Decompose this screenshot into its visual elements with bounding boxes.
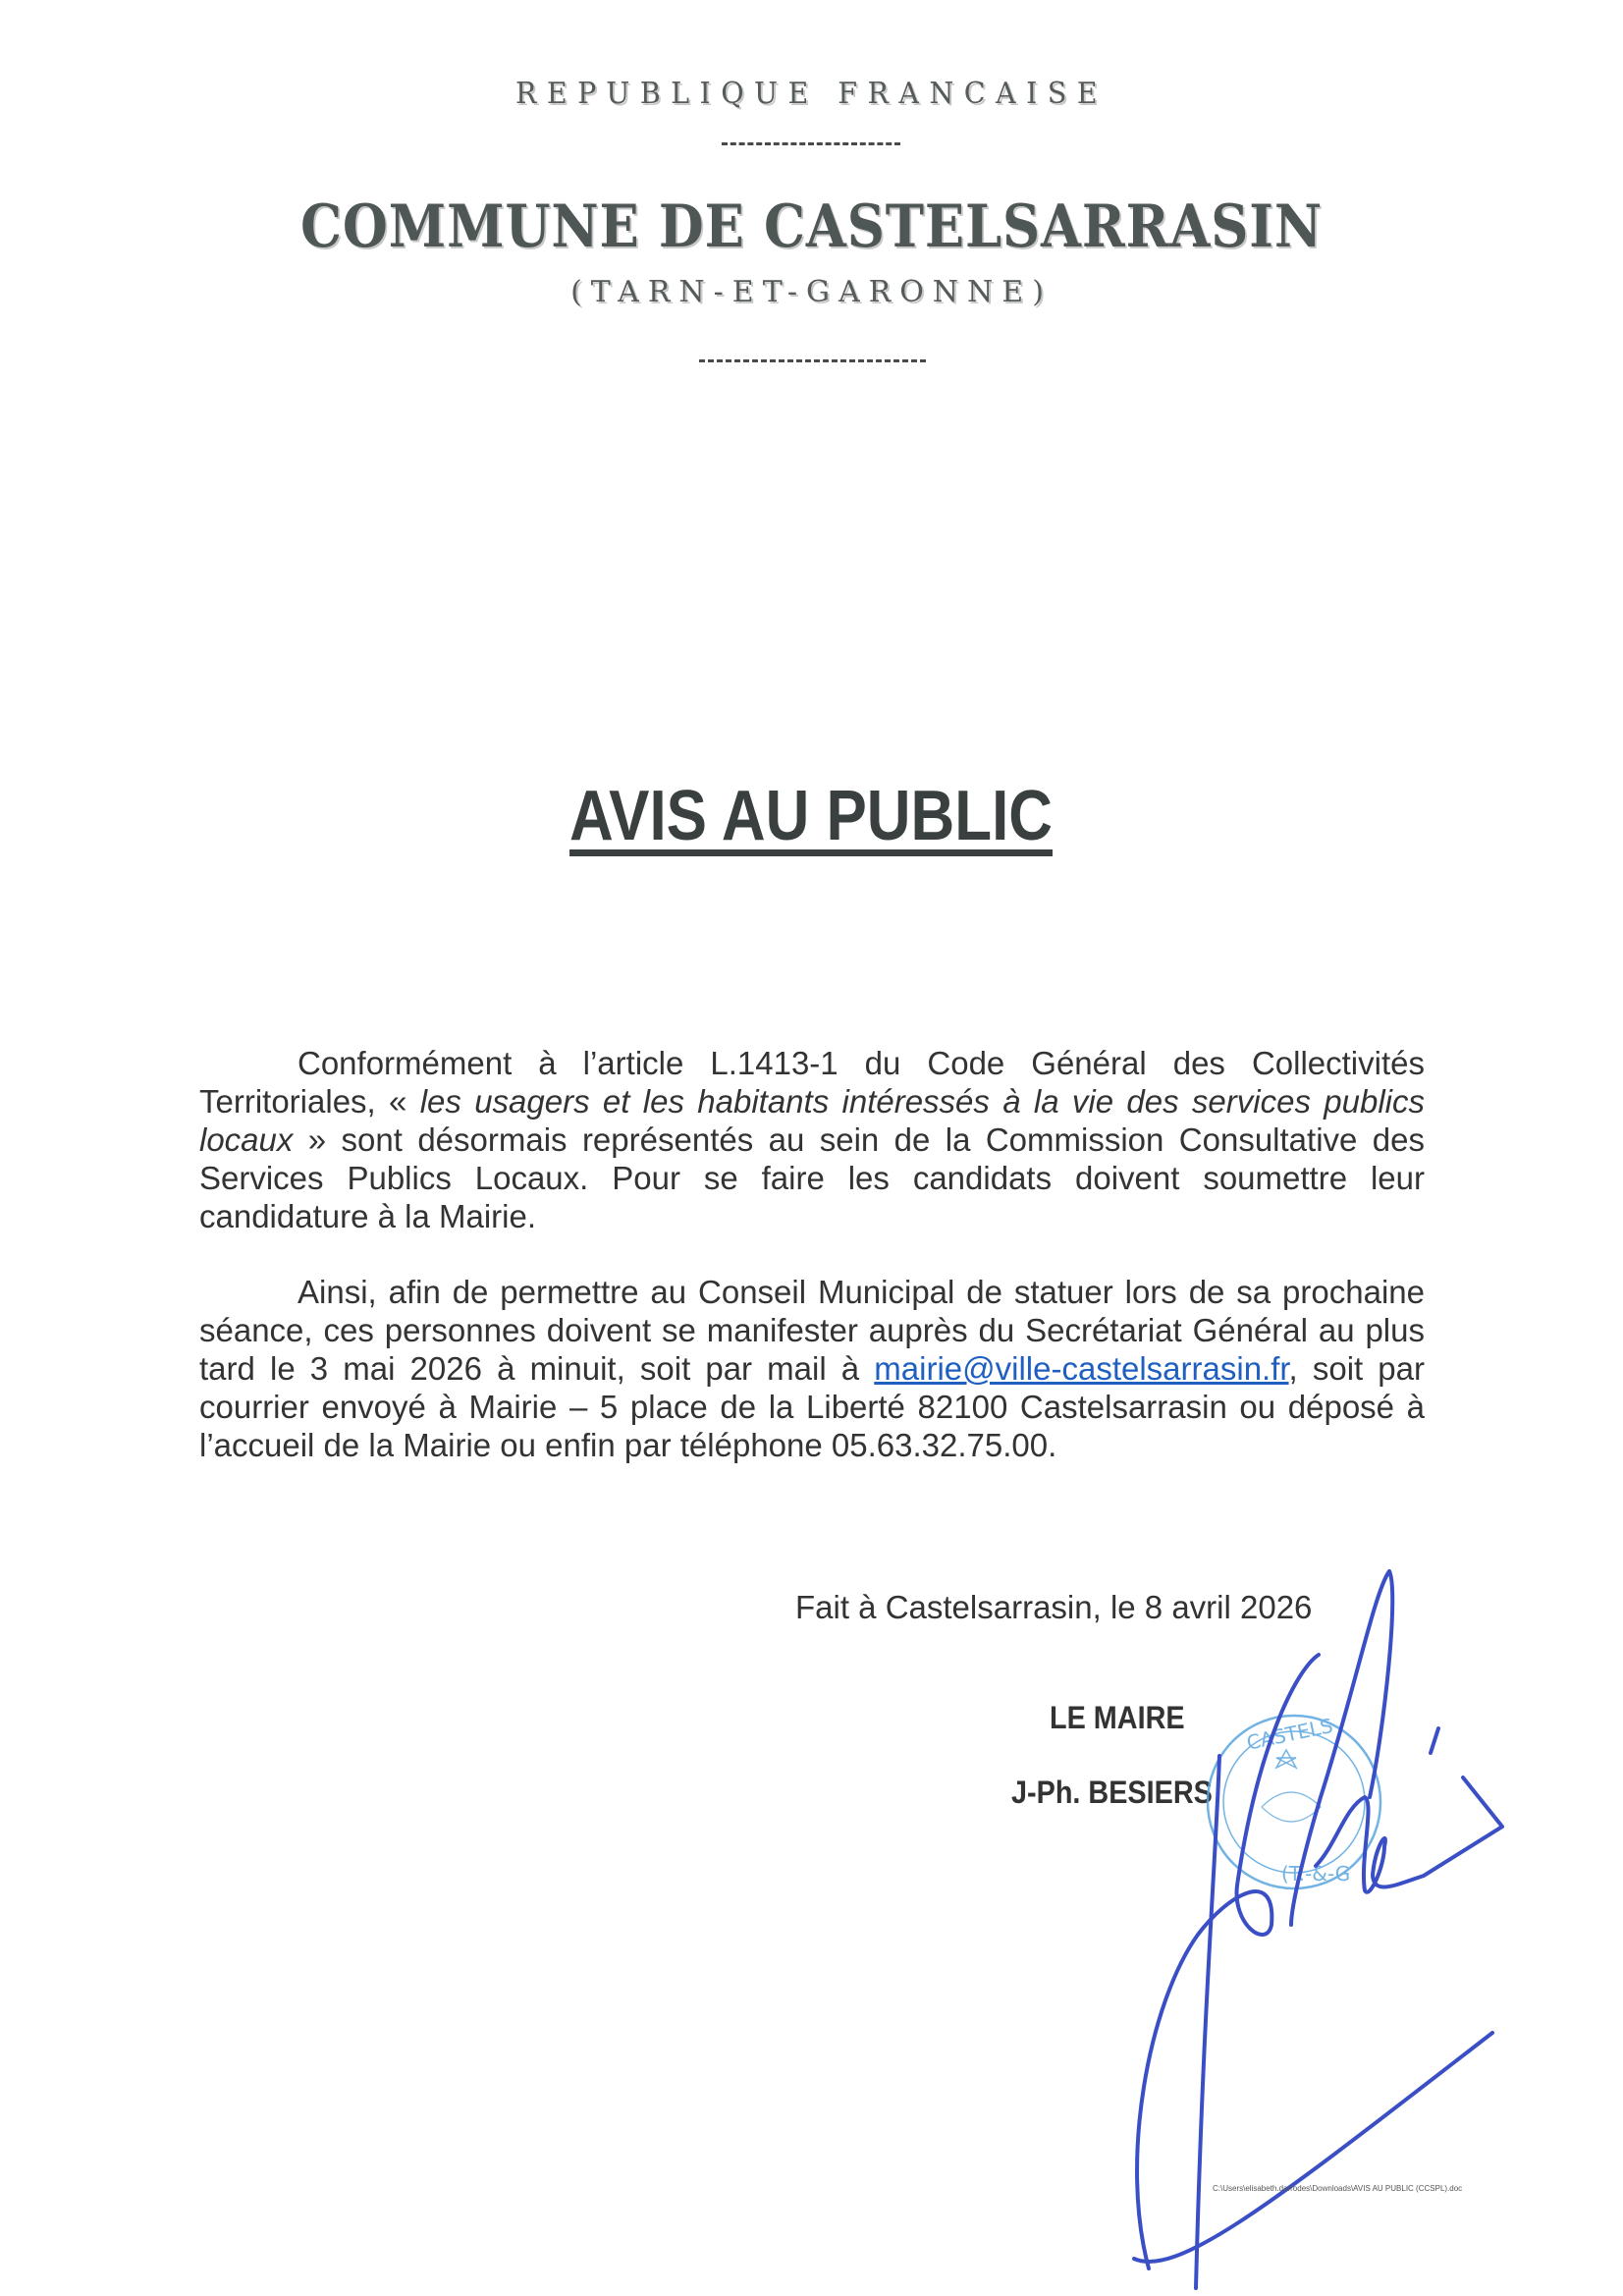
paragraph-text: Ainsi, afin de permettre au Conseil Municipal de statuer lors de sa prochaine séance, ces personnes doivent se manifester auprès du Secrétariat Général au plus tard le 3 mai 2026 à minuit, soit par mail à <box>199 1274 1425 1387</box>
notice-paragraph-2 <box>199 1273 1425 1464</box>
notice-paragraph-1 <box>199 1044 1425 1235</box>
stamp-text-top: CASTELS <box>1244 1713 1335 1755</box>
header-divider <box>722 142 900 145</box>
paragraph-text: » sont désormais représentés au sein de la Commission Consultative des Services Publics Locaux. Pour se faire les candidats doivent soumettre leur candidature à la Mairie. <box>199 1121 1425 1234</box>
header-divider <box>699 359 926 362</box>
stamp-text-bottom: (T.-&-G <box>1281 1862 1351 1886</box>
file-path-footer: C:\Users\elisabeth.darrodes\Downloads\AVIS AU PUBLIC (CCSPL).doc <box>1213 2184 1463 2193</box>
paragraph-text: , soit par courrier envoyé à Mairie – 5 place de la Liberté 82100 Castelsarrasin ou déposé à l’accueil de la Mairie ou enfin par téléphone 05.63.32.75.00. <box>199 1350 1426 1463</box>
paragraph-text: Conformément à l’article L.1413-1 du Code Général des Collectivités Territoriales, « <box>199 1045 1425 1120</box>
email-link[interactable]: mairie@ville-castelsarrasin.fr <box>874 1350 1289 1387</box>
commune-title: COMMUNE DE CASTELSARRASIN <box>300 192 1323 261</box>
signatory-role: LE MAIRE <box>1050 1700 1185 1735</box>
notice-title: AVIS AU PUBLIC <box>569 777 1054 855</box>
republic-heading: REPUBLIQUE FRANCAISE <box>514 77 1109 111</box>
handwritten-signature-icon <box>1134 1571 1502 2288</box>
official-stamp-icon <box>1208 1714 1380 1888</box>
legal-quote: les usagers et les habitants intéressés à la vie des services publics locaux <box>199 1083 1425 1158</box>
signatory-name: J-Ph. BESIERS <box>1011 1775 1213 1810</box>
notice-title-container <box>0 776 1623 856</box>
department-subtitle: (TARN-ET-GARONNE) <box>570 275 1053 309</box>
place-date: Fait à Castelsarrasin, le 8 avril 2026 <box>795 1589 1313 1625</box>
